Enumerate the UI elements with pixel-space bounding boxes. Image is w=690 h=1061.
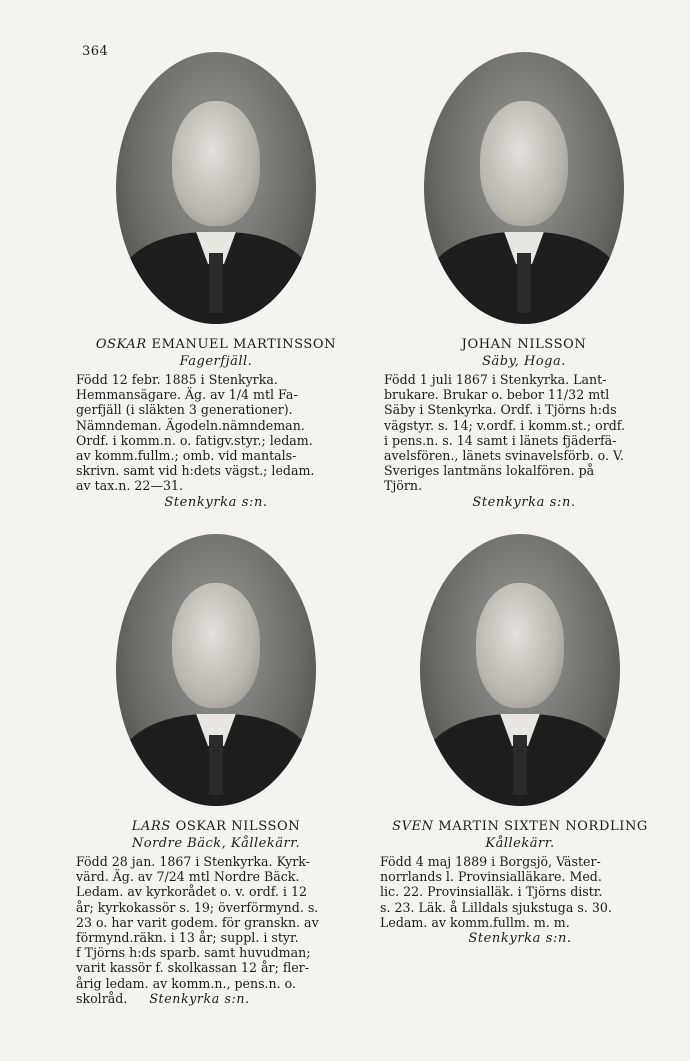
person-place: Säby, Hoga. (482, 354, 566, 369)
bio-line: s. 23. Läk. å Lilldals sjukstuga s. 30. (380, 899, 612, 915)
bio-line: Tjörn. (384, 478, 423, 494)
person-name (76, 336, 356, 353)
bio-line: skrivn. samt vid h:dets vägst.; ledam. (76, 463, 315, 479)
bio-line: norrlands l. Provinsialläkare. Med. (380, 869, 602, 885)
page-number: 364 (82, 44, 109, 59)
bio-line: Ledam. av komm.fullm. m. m. (380, 914, 570, 930)
biography-text (76, 372, 356, 494)
bio-line: i pens.n. s. 14 samt i länets fjäderfä- (384, 432, 617, 448)
bio-line: Sveriges lantmäns lokalfören. på (384, 463, 595, 479)
bio-line: år; kyrkokassör s. 19; överförmynd. s. (76, 899, 319, 915)
bio-line: vägstyr. s. 14; v.ordf. i komm.st.; ordf. (384, 417, 625, 433)
bio-line: Född 4 maj 1889 i Borgsjö, Väster- (380, 854, 601, 869)
bio-line: Ordf. i komm.n. o. fatigv.styr.; ledam. (76, 432, 313, 448)
portrait-photo (424, 52, 624, 324)
bio-line: gerfjäll (i släkten 3 generationer). (76, 402, 293, 418)
bio-line: brukare. Brukar o. bebor 11/32 mtl (384, 387, 610, 403)
biography-entry (76, 534, 356, 1006)
parish-name: Stenkyrka s:n. (164, 494, 268, 510)
bio-line: Säby i Stenkyrka. Ordf. i Tjörns h:ds (384, 402, 617, 418)
bio-line: varit kassör f. skolkassan 12 år; fler- (76, 960, 309, 976)
person-first-name: LARS (131, 819, 171, 834)
person-first-name: SVEN (392, 819, 434, 834)
person-place: Nordre Bäck, Kållekärr. (131, 836, 301, 851)
bio-line: 23 o. har varit godem. för granskn. av (76, 914, 319, 930)
person-rest-name: JOHAN NILSSON (461, 337, 587, 352)
person-name (380, 818, 660, 835)
person-rest-name: EMANUEL MARTINSSON (151, 337, 337, 352)
portrait-photo (116, 534, 316, 806)
parish-name: Stenkyrka s:n. (149, 990, 250, 1006)
biography-text (380, 854, 660, 930)
biography-entry (384, 52, 664, 511)
bio-line: värd. Äg. av 7/24 mtl Nordre Bäck. (76, 869, 300, 885)
parish-name: Stenkyrka s:n. (468, 931, 572, 947)
bio-line: av tax.n. 22—31. (76, 478, 184, 494)
person-place: Fagerfjäll. (179, 354, 253, 369)
bio-line: Nämndeman. Ägodeln.nämndeman. (76, 417, 305, 433)
person-name (384, 336, 664, 353)
bio-line: förmynd.räkn. i 13 år; suppl. i styr. (76, 930, 299, 946)
portrait-photo (420, 534, 620, 806)
bio-line: årig ledam. av komm.n., pens.n. o. (76, 975, 297, 991)
portrait-photo (116, 52, 316, 324)
person-first-name: OSKAR (95, 337, 147, 352)
person-name (76, 818, 356, 835)
bio-line: Född 28 jan. 1867 i Stenkyrka. Kyrk- (76, 854, 310, 869)
biography-entry (380, 534, 660, 947)
bio-line: Född 1 juli 1867 i Stenkyrka. Lant- (384, 372, 607, 387)
bio-line: Född 12 febr. 1885 i Stenkyrka. (76, 372, 278, 387)
person-rest-name: OSKAR NILSSON (175, 819, 301, 834)
parish-name: Stenkyrka s:n. (472, 494, 576, 510)
person-rest-name: MARTIN SIXTEN NORDLING (438, 819, 648, 834)
bio-line: lic. 22. Provinsialläk. i Tjörns distr. (380, 884, 603, 900)
biography-text (384, 372, 664, 494)
bio-line-text: skolråd. (76, 990, 128, 1006)
bio-line (76, 991, 356, 1006)
bio-line: Hemmansägare. Äg. av 1/4 mtl Fa- (76, 387, 298, 403)
bio-line: Ledam. av kyrkorådet o. v. ordf. i 12 (76, 884, 307, 900)
bio-line: avelsfören., länets svinavelsförb. o. V. (384, 448, 624, 464)
bio-line: av komm.fullm.; omb. vid mantals- (76, 448, 297, 464)
biography-text (76, 854, 356, 1006)
person-place: Kållekärr. (485, 836, 555, 851)
biography-entry (76, 52, 356, 511)
bio-line: f Tjörns h:ds sparb. samt huvudman; (76, 945, 311, 961)
